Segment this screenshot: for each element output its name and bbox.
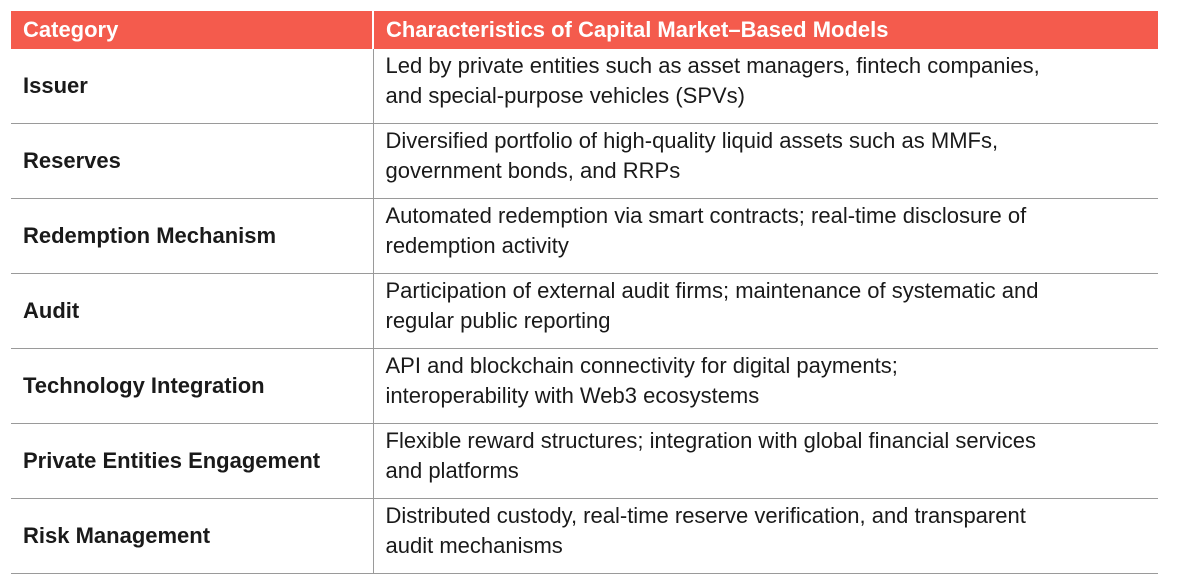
comparison-table-container: [11, 11, 1158, 574]
description-line: government bonds, and RRPs: [385, 158, 681, 183]
row-category-redemption-mechanism: Redemption Mechanism: [11, 199, 373, 274]
description-line: Automated redemption via smart contracts; real-time disclosure of: [385, 203, 1027, 228]
row-description: [373, 424, 1158, 499]
table-row: [11, 274, 1158, 349]
row-description: [373, 124, 1158, 199]
table-row: [11, 499, 1158, 574]
description-line: Diversified portfolio of high-quality liquid assets such as MMFs,: [385, 128, 999, 153]
description-line: Participation of external audit firms; maintenance of systematic and: [385, 278, 1039, 303]
description-line: and special-purpose vehicles (SPVs): [385, 83, 746, 108]
row-description: [373, 349, 1158, 424]
row-category-reserves: Reserves: [11, 124, 373, 199]
row-category-private-entities-engagement: Private Entities Engagement: [11, 424, 373, 499]
row-category-risk-management: Risk Management: [11, 499, 373, 574]
table-row: [11, 199, 1158, 274]
row-description: [373, 199, 1158, 274]
header-category: Category: [11, 11, 373, 49]
table-row: [11, 124, 1158, 199]
table-row: [11, 424, 1158, 499]
header-characteristics: Characteristics of Capital Market–Based Models: [373, 11, 1158, 49]
description-line: redemption activity: [385, 233, 569, 258]
row-category-technology-integration: Technology Integration: [11, 349, 373, 424]
row-category-issuer: Issuer: [11, 49, 373, 124]
description-line: Flexible reward structures; integration with global financial services: [385, 428, 1037, 453]
table-header-row: [11, 11, 1158, 49]
table-row: [11, 49, 1158, 124]
description-line: Distributed custody, real-time reserve verification, and transparent: [385, 503, 1026, 528]
description-line: interoperability with Web3 ecosystems: [385, 383, 760, 408]
row-description: [373, 274, 1158, 349]
description-line: regular public reporting: [385, 308, 611, 333]
description-line: and platforms: [385, 458, 519, 483]
row-description: [373, 499, 1158, 574]
description-line: API and blockchain connectivity for digital payments;: [385, 353, 898, 378]
description-line: audit mechanisms: [385, 533, 563, 558]
row-description: [373, 49, 1158, 124]
row-category-audit: Audit: [11, 274, 373, 349]
table-row: [11, 349, 1158, 424]
description-line: Led by private entities such as asset managers, fintech companies,: [385, 53, 1040, 78]
comparison-table: [11, 11, 1158, 574]
